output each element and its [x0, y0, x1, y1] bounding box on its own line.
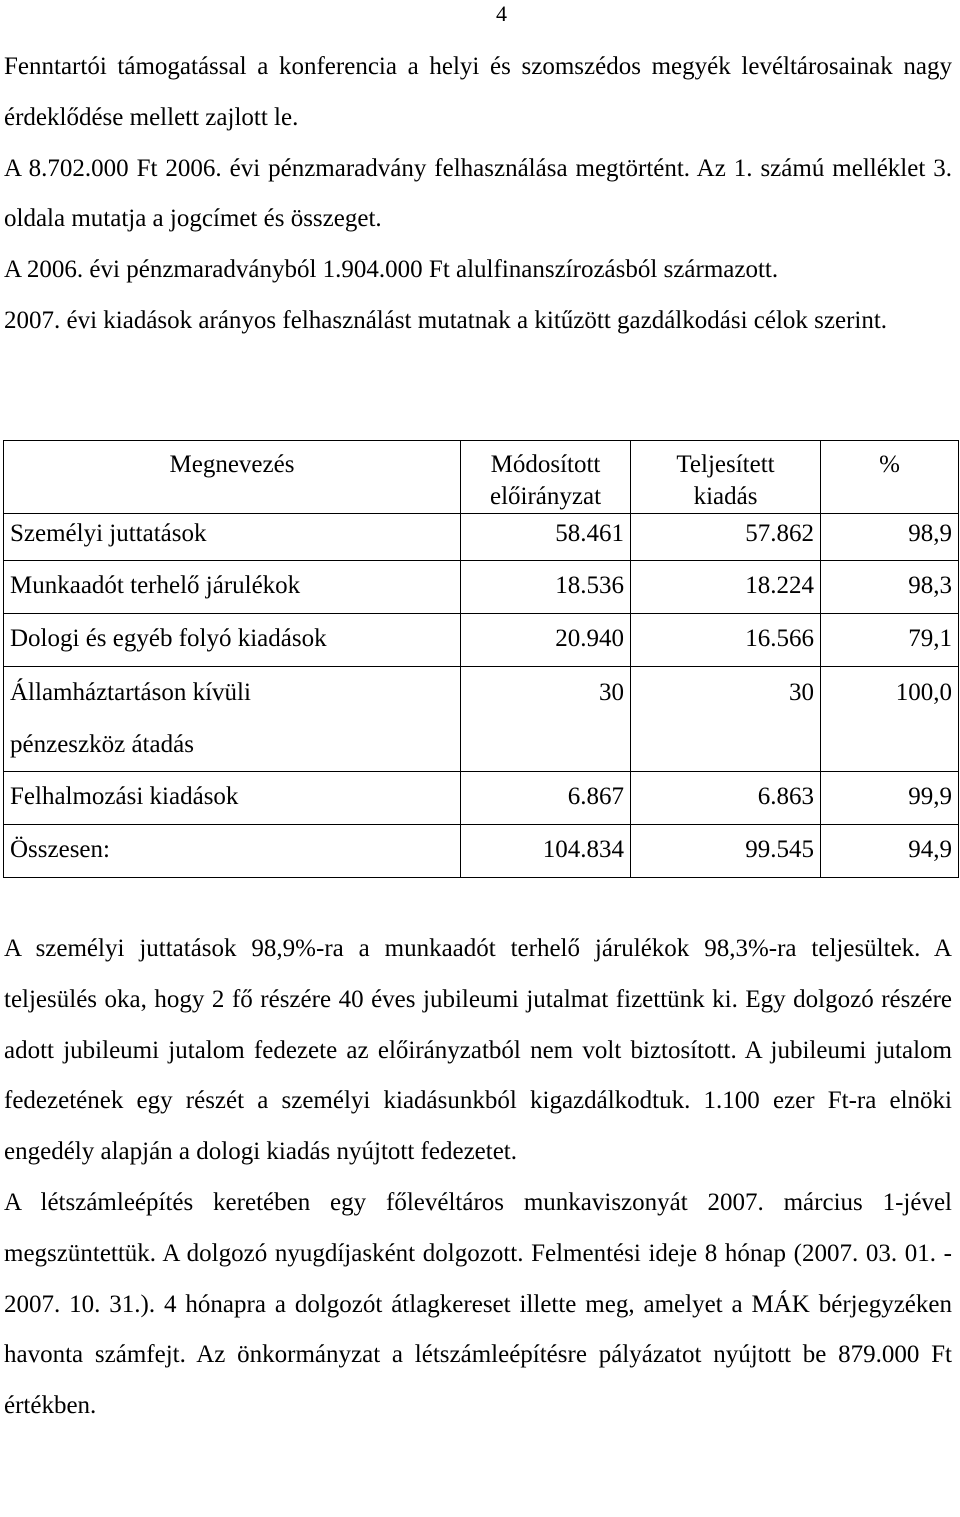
table-total-row [4, 825, 959, 878]
row-percent: 94,9 [821, 825, 959, 878]
row-name: Dologi és egyéb folyó kiadások [4, 614, 461, 667]
header-percent-label: % [879, 451, 900, 478]
header-modified-line2: előirányzat [489, 483, 602, 510]
row-actual: 18.224 [631, 561, 821, 614]
header-actual-line2: kiadás [693, 483, 758, 510]
header-actual-line1: Teljesített [676, 451, 775, 478]
header-modified-line1: Módosított [490, 451, 601, 478]
row-modified: 104.834 [461, 825, 631, 878]
row-name: Személyi juttatások [4, 514, 461, 561]
table-row [4, 614, 959, 667]
page-number: 4 [496, 1, 507, 26]
intro-paragraph: Fenntartói támogatással a konferencia a helyi és szomszédos megyék levéltárosainak nagy érdeklődése mellett zajlott le. [4, 53, 952, 131]
table-row [4, 667, 959, 772]
row-name-line2: pénzeszköz átadás [10, 731, 194, 758]
analysis-paragraph: A személyi juttatások 98,9%-ra a munkaadót terhelő járulékok 98,3%-ra teljesültek. A teljesülés oka, hogy 2 fő részére 40 éves jubileumi jutalmat fizettünk ki. Egy dolgozó részére adott jubileumi jutalom fedezete az előirányzatból nem volt biztosított. A jubileumi jutalom fedezetének egy részét a személyi kiadásunkból kigazdálkodtuk. 1.100 ezer Ft-ra elnöki engedély alapján a dologi kiadás nyújtott fedezetet. [4, 935, 952, 1166]
table-row [4, 561, 959, 614]
row-modified: 20.940 [461, 614, 631, 667]
row-modified: 58.461 [461, 514, 631, 561]
row-actual: 16.566 [631, 614, 821, 667]
row-percent: 98,9 [821, 514, 959, 561]
row-modified: 6.867 [461, 772, 631, 825]
intro-paragraph: A 2006. évi pénzmaradványból 1.904.000 Ft alulfinanszírozásból származott. [4, 256, 779, 284]
row-percent: 99,9 [821, 772, 959, 825]
intro-section [4, 42, 952, 347]
analysis-paragraph: A létszámleépítés keretében egy főlevéltáros munkaviszonyát 2007. március 1-jével megszüntettük. A dolgozó nyugdíjasként dolgozott. Felmentési ideje 8 hónap (2007. 03. 01. - 2007. 10. 31.). 4 hónapra a dolgozót átlagkereset illette meg, amelyet a MÁK bérjegyzéken havonta számfejt. Az önkormányzat a létszámleépítésre pályázatot nyújtott be 879.000 Ft értékben. [4, 1188, 952, 1420]
row-name-line1: Államháztartáson kívüli [10, 679, 251, 706]
row-modified: 18.536 [461, 561, 631, 614]
row-name: Összesen: [4, 825, 461, 878]
analysis-section [4, 924, 952, 1432]
row-name: Felhalmozási kiadások [4, 772, 461, 825]
header-name-label: Megnevezés [169, 451, 295, 478]
row-actual: 57.862 [631, 514, 821, 561]
row-actual: 6.863 [631, 772, 821, 825]
row-percent: 100,0 [821, 667, 959, 772]
intro-paragraph: A 8.702.000 Ft 2006. évi pénzmaradvány felhasználása megtörtént. Az 1. számú melléklet 3. oldala mutatja a jogcímet és összeget. [4, 154, 952, 233]
row-name [4, 667, 461, 772]
header-modified [461, 441, 631, 514]
table-row [4, 514, 959, 561]
header-actual [631, 441, 821, 514]
row-percent: 79,1 [821, 614, 959, 667]
header-name [4, 441, 461, 514]
row-name: Munkaadót terhelő járulékok [4, 561, 461, 614]
row-actual: 30 [631, 667, 821, 772]
intro-paragraph: 2007. évi kiadások arányos felhasználást mutatnak a kitűzött gazdálkodási célok szerint. [4, 306, 888, 334]
table-row [4, 772, 959, 825]
table-header-row [4, 441, 959, 514]
header-percent [821, 441, 959, 514]
row-actual: 99.545 [631, 825, 821, 878]
row-percent: 98,3 [821, 561, 959, 614]
row-modified: 30 [461, 667, 631, 772]
budget-table [3, 440, 959, 878]
